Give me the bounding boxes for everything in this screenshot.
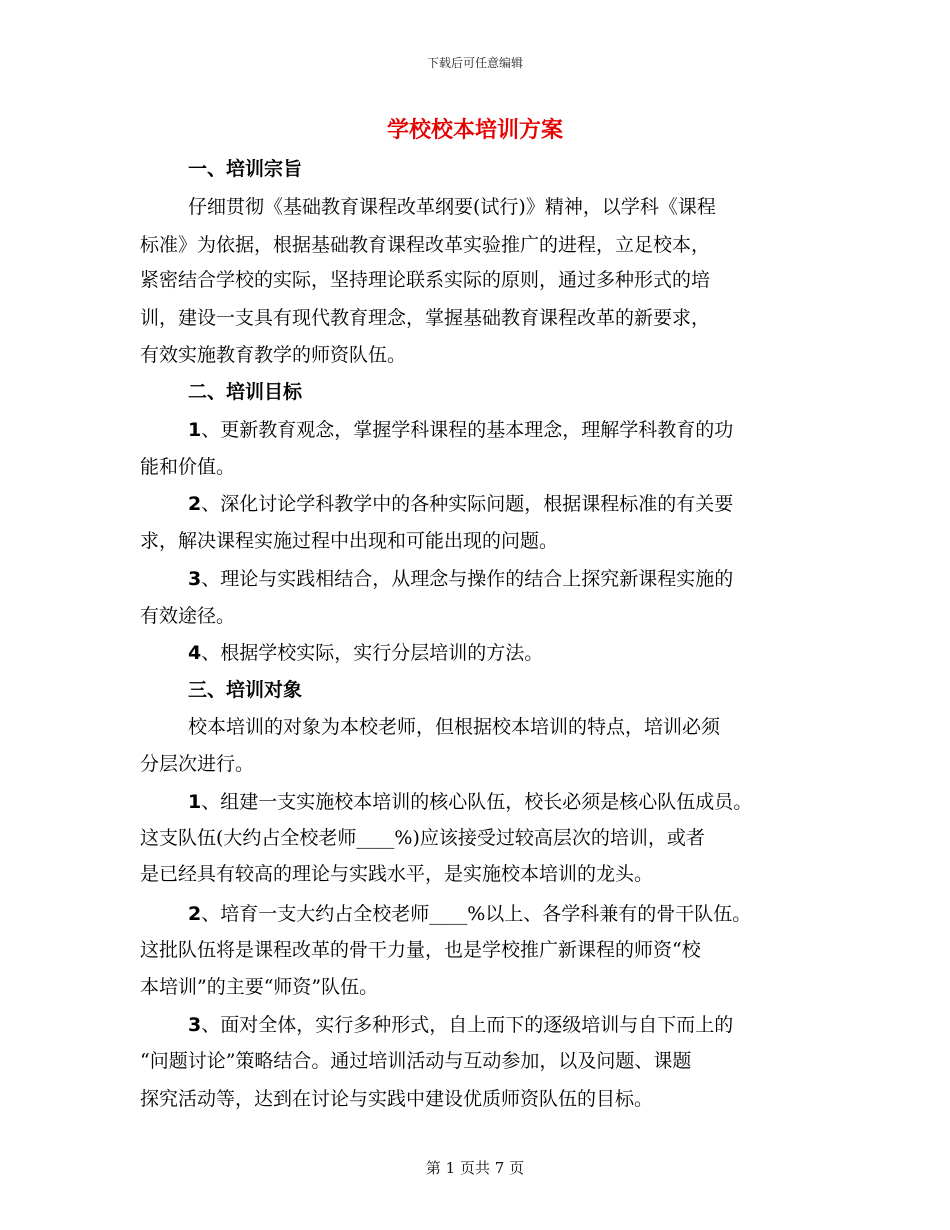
line-text: 、更新教育观念，掌握学科课程的基本理念，理解学科教育的功	[201, 419, 734, 441]
line-text: 训，建设一支具有现代教育理念，掌握基础教育课程改革的新要求，	[140, 307, 711, 329]
text-line	[188, 902, 751, 926]
item-number: 3	[188, 568, 202, 590]
text-line	[140, 529, 558, 553]
text-line	[188, 492, 733, 516]
text-line	[140, 233, 710, 257]
line-text: 一、培训宗旨	[188, 158, 303, 180]
line-text: 仔细贯彻《基础教育课程改革纲要(试行)》精神，以学科《课程	[188, 196, 716, 218]
section-heading	[188, 678, 302, 702]
line-text: 探究活动等，达到在讨论与实践中建设优质师资队伍的目标。	[140, 1088, 654, 1110]
item-number: 3	[188, 1014, 202, 1036]
text-line	[188, 195, 716, 219]
text-line	[188, 1013, 733, 1037]
line-text: 、根据学校实际，实行分层培训的方法。	[201, 642, 544, 664]
line-text: 校本培训的对象为本校老师，但根据校本培训的特点，培训必须	[188, 716, 721, 738]
text-line	[188, 715, 720, 739]
text-line	[188, 567, 733, 591]
text-line	[140, 268, 710, 292]
line-text: 二、培训目标	[188, 381, 303, 403]
section-heading	[188, 380, 302, 404]
line-text: 能和价值。	[140, 456, 236, 478]
text-line	[140, 752, 254, 776]
line-text: 三、培训对象	[188, 679, 303, 701]
line-text: 标准》为依据，根据基础教育课程改革实验推广的进程，立足校本，	[140, 234, 711, 256]
line-text: 求，解决课程实施过程中出现和可能出现的问题。	[140, 530, 559, 552]
text-line	[140, 862, 653, 886]
text-line	[188, 418, 733, 442]
page-footer: 第 1 页共 7 页	[425, 1159, 525, 1177]
item-number: 2	[188, 903, 202, 925]
line-text: 紧密结合学校的实际，坚持理论联系实际的原则，通过多种形式的培	[140, 269, 711, 291]
item-number: 1	[188, 791, 202, 813]
line-text: “问题讨论”策略结合。通过培训活动与互动参加，以及问题、课题	[140, 1050, 692, 1072]
text-line	[140, 975, 378, 999]
text-line	[188, 641, 543, 665]
line-text: 是已经具有较高的理论与实践水平，是实施校本培训的龙头。	[140, 863, 654, 885]
text-line	[140, 1087, 653, 1111]
document-title: 学校校本培训方案	[386, 118, 563, 143]
line-text: 分层次进行。	[140, 753, 255, 775]
text-line	[140, 826, 705, 850]
text-line	[140, 306, 710, 330]
section-heading	[188, 157, 302, 181]
item-number: 2	[188, 493, 202, 515]
text-line	[140, 1049, 691, 1073]
line-text: 、培育一支大约占全校老师____%以上、各学科兼有的骨干队伍。	[201, 903, 752, 925]
text-line	[188, 790, 752, 814]
line-text: 这支队伍(大约占全校老师____%)应该接受过较高层次的培训，或者	[140, 827, 705, 849]
line-text: 、面对全体，实行多种形式，自上而下的逐级培训与自下而上的	[201, 1014, 734, 1036]
line-text: 有效实施教育教学的师资队伍。	[140, 344, 407, 366]
line-text: 、理论与实践相结合，从理念与操作的结合上探究新课程实施的	[201, 568, 734, 590]
text-line	[140, 455, 235, 479]
text-line	[140, 343, 406, 367]
line-text: 本培训”的主要“师资”队伍。	[140, 976, 379, 998]
item-number: 4	[188, 642, 202, 664]
item-number: 1	[188, 419, 202, 441]
line-text: 这批队伍将是课程改革的骨干力量，也是学校推广新课程的师资“校	[140, 939, 701, 961]
line-text: 、深化讨论学科教学中的各种实际问题，根据课程标准的有关要	[201, 493, 734, 515]
text-line	[140, 604, 235, 628]
text-line	[140, 938, 701, 962]
page-header: 下载后可任意编辑	[426, 56, 523, 70]
line-text: 、组建一支实施校本培训的核心队伍，校长必须是核心队伍成员。	[201, 791, 753, 813]
line-text: 有效途径。	[140, 605, 236, 627]
